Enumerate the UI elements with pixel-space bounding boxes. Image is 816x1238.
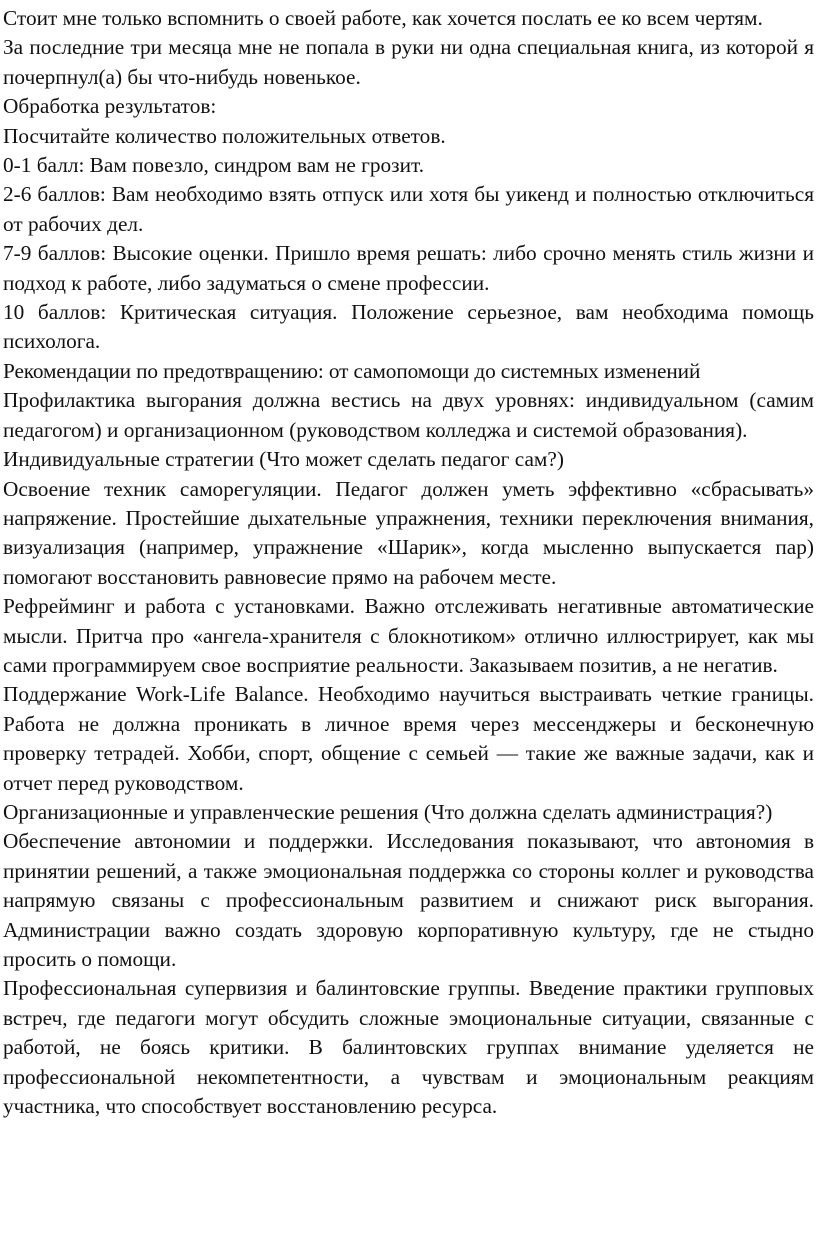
- individual-strategies-heading: Индивидуальные стратегии (Что может сделать педагог сам?): [3, 447, 564, 472]
- statement-paragraph: За последние три месяца мне не попала в руки ни одна специальная книга, из которой я почерпнул(а) бы что-нибудь новенькое.: [3, 35, 814, 89]
- prevention-paragraph: Профилактика выгорания должна вестись на двух уровнях: индивидуальном (самим педагогом) и организационном (руководством колледжа и системой образования).: [3, 388, 814, 442]
- work-life-balance-paragraph: Поддержание Work-Life Balance. Необходимо научиться выстраивать четкие границы. Работа не должна проникать в личное время через мессенджеры и бесконечную проверку тетрадей. Хобби, спорт, общение с семьей — такие же важные задачи, как и отчет перед руководством.: [3, 682, 814, 795]
- score-range-0-1: 0-1 балл: Вам повезло, синдром вам не грозит.: [3, 153, 425, 178]
- score-range-2-6: 2-6 баллов: Вам необходимо взять отпуск или хотя бы уикенд и полностью отключиться от рабочих дел.: [3, 182, 814, 236]
- reframing-paragraph: Рефрейминг и работа с установками. Важно отслеживать негативные автоматические мысли. Притча про «ангела-хранителя с блокнотиком» отлично иллюстрирует, как мы сами программируем свое восприятие реальности. Заказываем позитив, а не негатив.: [3, 594, 814, 677]
- supervision-paragraph: Профессиональная супервизия и балинтовские группы. Введение практики групповых встреч, где педагоги могут обсудить сложные эмоциональные ситуации, связанные с работой, не боясь критики. В балинтовских группах внимание уделяется не профессиональной некомпетентности, а чувствам и эмоциональным реакциям участника, что способствует восстановлению ресурса.: [3, 976, 814, 1119]
- score-range-10: 10 баллов: Критическая ситуация. Положение серьезное, вам необходима помощь психолога.: [3, 300, 814, 354]
- results-heading: Обработка результатов:: [3, 94, 217, 119]
- recommendations-heading: Рекомендации по предотвращению: от самопомощи до системных изменений: [3, 358, 701, 383]
- autonomy-support-paragraph: Обеспечение автономии и поддержки. Исследования показывают, что автономия в принятии решений, а также эмоциональная поддержка со стороны коллег и руководства напрямую связаны с профессиональным развитием и снижают риск выгорания. Администрации важно создать здоровую корпоративную культуру, где не стыдно просить о помощи.: [3, 829, 814, 971]
- statement-paragraph: Стоит мне только вспомнить о своей работе, как хочется послать ее ко всем чертям.: [3, 6, 763, 30]
- organizational-solutions-heading: Организационные и управленческие решения (Что должна сделать администрация?): [3, 799, 773, 824]
- score-range-7-9: 7-9 баллов: Высокие оценки. Пришло время решать: либо срочно менять стиль жизни и подход к работе, либо задуматься о смене профессии.: [3, 241, 814, 295]
- results-instruction: Посчитайте количество положительных ответов.: [3, 123, 446, 148]
- self-regulation-paragraph: Освоение техник саморегуляции. Педагог должен уметь эффективно «сбрасывать» напряжение. Простейшие дыхательные упражнения, техники переключения внимания, визуализация (например, упражнение «Шарик», когда мысленно выпускается пар) помогают восстановить равновесие прямо на рабочем месте.: [3, 476, 814, 589]
